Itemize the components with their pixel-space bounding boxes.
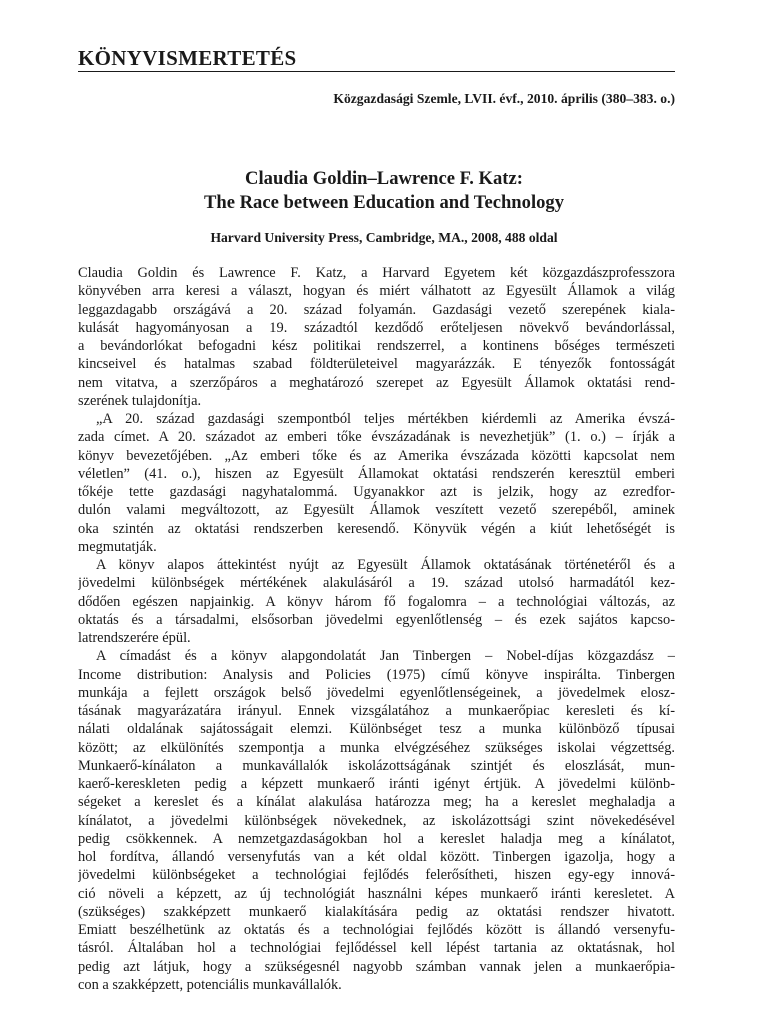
body-text-line: munkája a fejlett országok belső jövedelmi egyenlőtlenségeinek, a jövedelmek elosz- [78, 684, 675, 701]
body-text-line: „A 20. század gazdasági szempontból teljes mértékben kiérdemli az Amerika évszá- [96, 411, 675, 427]
body-text-line: tőkéje tette gazdasági nagyhatalommá. Ugyanakkor azt is jelzik, hogy az ezredfor- [78, 484, 675, 500]
body-text-line: ségeket a kereslet és a kínálat alakulása határozza meg; ha a kereslet meghaladja a [78, 794, 675, 811]
book-authors: Claudia Goldin–Lawrence F. Katz: [245, 168, 523, 189]
body-text-line: nálati oldalának sajátosságait elemzi. Különbséget tesz a munka különböző típusai [78, 721, 675, 738]
body-text-line: hol fordítva, állandó versenyfutás van a két oldal között. Tinbergen igazolja, hogy a [78, 849, 675, 865]
book-title: The Race between Education and Technology [203, 192, 565, 213]
body-text-line: Munkaerő-kínálaton a munkavállalók iskolázottságának szintjét és eloszlását, mun- [78, 757, 675, 774]
body-text-line: között; az elkülönítés szempontja a munka elvégzéséhez szükséges iskolai végzettség. [78, 739, 675, 756]
body-text-line: nem vitatva, a szerzőpáros a meghatározó szerepet az Egyesült Államok oktatási rend- [78, 374, 675, 391]
body-text-line: kincseivel és hatalmas szabad földterületeivel magyarázzák. E tényezők fontosságát [78, 356, 675, 373]
body-text-line: con a szakképzett, potenciális munkavállalók. [78, 976, 342, 993]
heading-rule [78, 71, 675, 72]
body-text-line: ció növeli a képzett, az új technológiát használni képes munkaerő iránti keresletet. A [78, 885, 675, 902]
body-text-line: Emiatt beszélhetünk az oktatás és a technológiai fejlődés között is állandó versenyfu- [78, 922, 675, 938]
body-text-line: (szükséges) szakképzett munkaerő kialakítására pedig az oktatási rendszer hivatott. [78, 903, 675, 920]
body-text-line: szerének tulajdonítja. [78, 392, 202, 409]
body-text-line: A könyv alapos áttekintést nyújt az Egyesült Államok oktatásának történetéről és a [96, 557, 675, 573]
body-text-line: dődően egészen napjainkig. A könyv három fő fogalomra – a technológiai változás, az [78, 593, 675, 610]
publisher-line: Harvard University Press, Cambridge, MA., 2008, 488 oldal [210, 230, 558, 245]
review-body [78, 264, 675, 994]
body-text-line: könyv bevezetőjében. „Az emberi tőke és az Amerika évszázada közötti kapcsolat nem [78, 447, 675, 464]
body-text-line: oktatás és a társadalmi, elsősorban jövedelmi egyenlőtlenség – és ezek sajátos kapcso- [78, 611, 675, 628]
body-text-line: latrendszerére épül. [78, 630, 191, 646]
body-text-line: tásának magyarázatára irányul. Ennek vizsgálatához a munkaerőpiac keresleti és kí- [78, 703, 675, 719]
body-text-line: A címadást és a könyv alapgondolatát Jan Tinbergen – Nobel-díjas közgazdász – [96, 648, 675, 665]
book-title-block [0, 167, 768, 215]
body-text-line: kaerő-kereskleten pedig a képzett munkaerő iránti igényt értjük. A jövedelmi különb- [78, 776, 675, 792]
body-text-line: pedig azt látjuk, hogy a szükségesnél nagyobb számban vannak jelen a munkaerőpia- [78, 958, 675, 975]
body-text-line: tásról. Általában hol a technológiai fejlődéssel kell lépést tartania az oktatásnak, hol [78, 940, 675, 957]
body-text-line: jövedelmi különbségeket a technológiai fejlődés felerősítheti, hiszen egy-egy innová- [78, 867, 675, 884]
body-text-line: Income distribution: Analysis and Policies (1975) című könyve inspirálta. Tinbergen [78, 666, 675, 683]
body-text-line: zada címet. A 20. századot az emberi tőke évszázadának is nevezhetjük” (1. o.) – írják a [78, 429, 675, 446]
body-text-line: dulón valami megváltozott, az Egyesült Államok veszített vezető szerepéből, aminek [78, 502, 675, 519]
body-text-line: véletlen” (41. o.), hiszen az Egyesült Államokat oktatási rendszerén keresztül emberi [78, 465, 675, 482]
body-text-line: Claudia Goldin és Lawrence F. Katz, a Harvard Egyetem két közgazdászprofesszora [78, 265, 675, 281]
body-text-line: oka szintén az oktatási rendszerben keresendő. Könyvük végén a kiút lehetőségét is [78, 520, 675, 537]
body-text-line: a bevándorlókat befogadni kész politikai rendszerrel, a kontinens bőséges természeti [78, 338, 675, 354]
body-text-line: pedig csökkennek. A nemzetgazdaságokban hol a kereslet haladja meg a kínálatot, [78, 830, 675, 847]
section-heading: KÖNYVISMERTETÉS [78, 46, 297, 70]
body-text-line: könyvében arra keresi a választ, hogyan és miért válhatott az Egyesült Államok a világ [78, 283, 675, 300]
body-text-line: kínálatot, a jövedelmi különbségek növekednek, az iskolázottsági szint növekedésével [78, 812, 675, 829]
body-text-line: jövedelmi különbségek mértékének alakulásáról a 19. század utolsó harmadától kez- [78, 575, 675, 592]
journal-reference: Közgazdasági Szemle, LVII. évf., 2010. április (380–383. o.) [333, 91, 675, 106]
body-text-line: leggazdagabb országává a 20. század folyamán. Gazdasági vezető szerepének kiala- [78, 301, 675, 318]
body-text-line: megmutatják. [78, 538, 157, 555]
body-text-line: kulását hagyományosan a 19. századtól kezdődő erőteljesen növekvő bevándorlással, [78, 319, 675, 336]
